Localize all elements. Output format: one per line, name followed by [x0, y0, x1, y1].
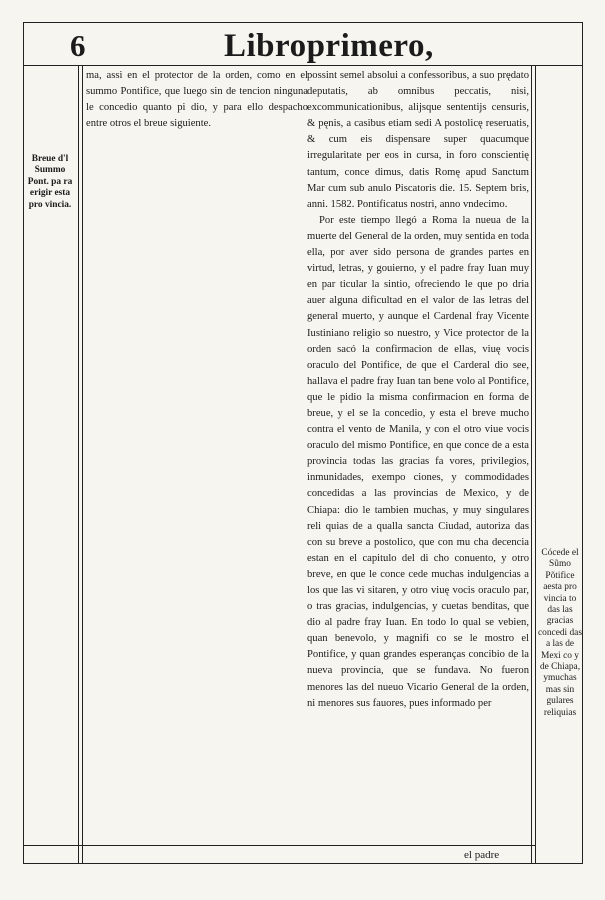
catchword: el padre	[464, 849, 500, 861]
left-text-column	[86, 68, 308, 844]
running-title: Libroprimero,	[224, 28, 434, 64]
paragraph: possint semel absolui a confessoribus, a suo prędato deputatis, ab omnibus peccatis, nisi, excommunicationibus, alijsque sententijs censuris, & pęnis, a casibus etiam sedi A postolicę reseruatis, & cum eis dispensare super quacumque irregularitate per eos in cursa, in foro conscientię tantum, conce dimus, datis Romę apud Sanctum Mar cum sub anulo Piscatoris die. 15. Septem bris, anni. 1582. Pontificatus nostri, anno vndecimo.	[307, 70, 529, 210]
page-number: 6	[70, 28, 86, 63]
left-column-rule-inner	[82, 66, 83, 864]
margin-note-right: Cócede el Sũmo Põtifice aesta pro vincia to das las gracias concedi das a las de Mexi co y de Chiapa, ymuchas mas sin gulares reliquias	[538, 548, 582, 718]
paragraph: ma, assi en el protector de la orden, como en el summo Pontifice, que luego sin de tencion ninguna le concedio quanto pi dio, y para ello despacho entre otros el breue siguiente.	[86, 70, 308, 130]
left-column-rule	[78, 66, 79, 864]
right-text-column	[307, 68, 529, 844]
margin-note-left: Breue d'l Summo Pont. pa ra erigir esta pro vincia.	[27, 154, 73, 210]
right-column-rule-inner	[535, 66, 536, 864]
right-column-rule	[531, 66, 532, 864]
paragraph: Por este tiempo llegó a Roma la nueua de la muerte del General de la orden, muy sentida en toda ella, por aver sido persona de grandes partes en virtud, letras, y gouierno, y el padre fray Iuan muy en par ticular la sintio, ofreciendo le que po dria auer alguna dificultad en el valor de las letras del general muerto, y aunque el Cardenal fray Vicente Iustiniano religio so nuestro, y Vice protector de la orden sacó la confirmacion de ellas, viuę vocis oraculo del Pontifice, de que el Carderal dio see, hallava el padre fray Iuan tan bene volo al Pontifice, que le pidio la misma confirmacion en forma de breue, y el se la concedio, y esta el breve mucho contra el vento de Manila, y con el otro viue vocis oraculo del mismo Pontifice, en que conce de a esta provincia todas las gracias fa vores, privilegios, inmunidades, exempo ciones, y commodidades concedidas a las provincias de Mexico, y de Chiapa: dio le tambien muchas, y muy singulares reli quias de a qualla sancta Ciudad, autoriza das con su breve a postolico, que con mu cha decencia estan en el capitulo del di cho conuento, y otro breve, en que le conce cede muchas indulgencias a los que las vi sitaren, y otro viuę vocis oraculo par, o tras gracias, indulgencias, y cuetas benditas, que dio al padre fray Iuan. En todo lo qual se vebien, quan benevolo, y magnifi co se le mostro el Pontifice, y quan grandes esperanças concibio de la nueva provincia, que se fundava. No fueron menores las del nueuo Vicario General de la orden, ni menores sus fauores, pues informado per	[307, 214, 529, 709]
footer-rule	[23, 845, 535, 846]
